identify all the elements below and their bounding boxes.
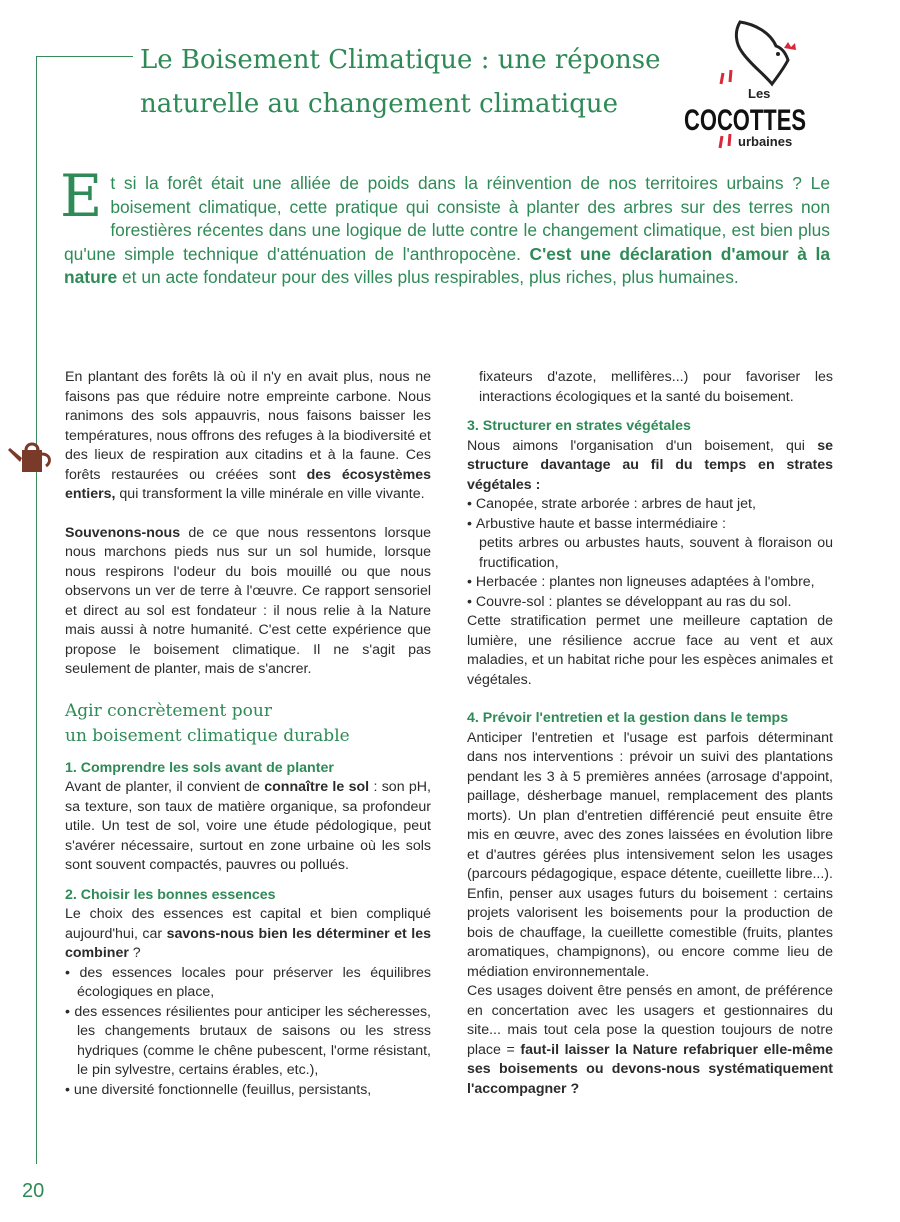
left-paragraph-1: En plantant des forêts là où il n'y en avait plus, nous ne faisons pas que réduire notre empreinte carbone. Nous ranimons des sols appauvris, nous faisons baisser les températures, nous offrons des refuges à la biodiversité et des lieux de respiration aux citadins et à la faune. Ces forêts restaurées ou créées sont des écosystèmes entiers, qui transforment la ville minérale en ville vivante. (65, 369, 431, 502)
paragraph-strates: Nous aimons l'organisation d'un boisement, qui se structure davantage au fil du temps en strates végétales : (467, 437, 833, 493)
paragraph-entretien-3: Ces usages doivent être pensés en amont, de préférence en concertation avec les usagers et gestionnaires du site... mais tout cela pose la question toujours de notre place = faut-il laisser la Nature refabriquer elle-même ses boisements ou devons-nous systématiquement l'accompagner ? (467, 983, 833, 1097)
intro-text-bold: C'est une déclaration d'amour à la nature (64, 243, 830, 287)
heading-sols: 1. Comprendre les sols avant de planter (65, 759, 334, 776)
paragraph-strates-end: Cette stratification permet une meilleure captation de lumière, une résilience accrue face au vent et aux maladies, et un habitat riche pour les espèces animales et végétales. (467, 613, 833, 688)
heading-entretien: 4. Prévoir l'entretien et la gestion dans le temps (467, 710, 789, 726)
list-item: • des essences résilientes pour anticiper les sécheresses, les changements brutaux de saisons ou les stress hydriques (comme le chêne pubescent, l'orme résistant, le pin sylvestre, certains érables, etc.), (65, 1003, 431, 1081)
title-line-1: Le Boisement Climatique : une réponse (140, 45, 661, 75)
section-subtitle: Agir concrètement pour un boisement climatique durable (65, 700, 350, 746)
page-title (140, 38, 700, 126)
watering-can-icon (8, 440, 54, 476)
left-column (65, 368, 431, 1100)
list-item: • Herbacée : plantes non ligneuses adaptées à l'ombre, (467, 573, 833, 593)
intro-text-b: et un acte fondateur pour des villes plus respirables, plus riches, plus humaines. (117, 267, 739, 287)
heading-strates: 3. Structurer en strates végétales (467, 418, 691, 434)
hen-comb-icon (784, 42, 796, 50)
intro-text-a: t si la forêt était une alliée de poids dans la réinvention de nos territoires urbains ? Le boisement climatique, cette pratique qui consiste à planter des arbres sur des terres non forestières récentes dans une logique de lutte contre le changement climatique, est bien plus qu'une simple technique d'atténuation de l'anthropocène. (64, 173, 830, 264)
right-continuation: fixateurs d'azote, mellifères...) pour favoriser les interactions écologiques et la santé du boisement. (479, 369, 833, 405)
frame-line-left (36, 56, 37, 1164)
list-item: • une diversité fonctionnelle (feuillus, persistants, (65, 1081, 431, 1101)
intro-paragraph (60, 162, 830, 290)
logo-urbaines: urbaines (738, 134, 793, 149)
left-paragraph-2: Souvenons-nous de ce que nous ressentons lorsque nous marchons pieds nus sur un sol humide, lorsque nous respirons l'odeur du bois mouillé ou que nous observons un ver de terre à l'œuvre. Ce rapport sensoriel et direct au sol est fondateur : il nous relie à la Nature mais aussi à notre humanité. C'est cette expérience que propose le boisement climatique. Il ne s'agit pas seulement de planter, mais de s'ancrer. (65, 524, 431, 677)
list-item: • Couvre-sol : plantes se développant au ras du sol. (467, 593, 833, 613)
page-number: 20 (22, 1180, 45, 1202)
hen-outline (736, 22, 788, 84)
frame-line-top (36, 56, 133, 57)
right-column (467, 368, 833, 1099)
paragraph-entretien-2: Enfin, penser aux usages futurs du boisement : certains projets valorisent les boisements pour la production de bois de chauffage, la cueillette comestible (fruits, plantes aromatiques, champignons), ou encore comme lieu de médiation environnementale. (467, 885, 833, 980)
paragraph-sols: Avant de planter, il convient de connaître le sol : son pH, sa texture, son taux de matière organique, sa profondeur utile. Un test de sol, voire une étude pédologique, peut s'avérer nécessaire, surtout en zone urbaine où les sols sont souvent compactés, pauvres ou pollués. (65, 779, 431, 873)
drop-cap: E (60, 162, 103, 230)
cocottes-urbaines-logo (680, 18, 810, 153)
paragraph-essences: Le choix des essences est capital et bien compliqué aujourd'hui, car savons-nous bien les déterminer et les combiner ? (65, 906, 431, 961)
heading-essences: 2. Choisir les bonnes essences (65, 886, 276, 903)
paragraph-entretien-1: Anticiper l'entretien et l'usage est parfois déterminant dans nos interventions : prévoir un suivi des plantations pendant les 3 à 5 premières années (arrosage d'appoint, paillage, désherbage manuel, remplacement des plants morts). Un plan d'entretien différencié peut ensuite être mis en œuvre, avec des zones laissées en évolution libre et d'autres gérées plus intensivement selon les usages (parcours pédagogique, espace détente, cueillette libre...). (467, 729, 833, 882)
logo-cocottes: COCOTTES (684, 104, 806, 137)
list-item: • Arbustive haute et basse intermédiaire : (467, 515, 833, 535)
list-item: • des essences locales pour préserver les équilibres écologiques en place, (65, 964, 431, 1003)
list-item-continuation: petits arbres ou arbustes hauts, souvent à floraison ou fructification, (479, 535, 833, 571)
title-line-2: naturelle au changement climatique (140, 89, 619, 119)
logo-les: Les (748, 86, 771, 101)
list-item: • Canopée, strate arborée : arbres de haut jet, (467, 495, 833, 515)
